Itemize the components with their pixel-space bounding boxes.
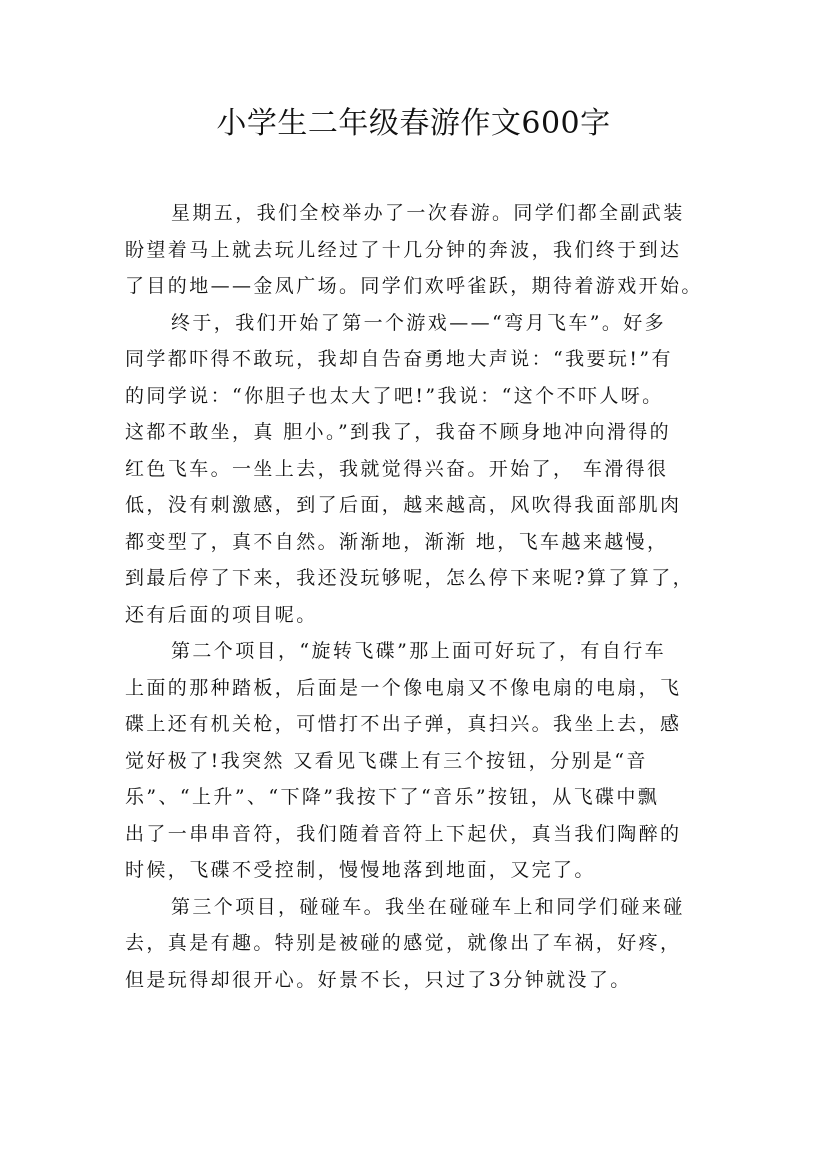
text-line: 第二个项目，“旋转飞碟”那上面可好玩了，有自行车 [171, 640, 667, 662]
paragraph-1 [125, 195, 705, 305]
text-line: 红色飞车。一坐上去，我就觉得兴奋。开始了， 车滑得很 [125, 457, 669, 480]
text-line: 第三个项目，碰碰车。我坐在碰碰车上和同学们碰来碰 [171, 895, 685, 918]
text-line: 星期五，我们全校举办了一次春游。同学们都全副武装 [171, 202, 685, 224]
text-line: 觉好极了!我突然 又看见飞碟上有三个按钮，分别是“音 [125, 749, 648, 772]
text-line: 乐”、“上升”、“下降”我按下了“音乐”按钮，从飞碟中飘 [125, 786, 660, 808]
text-line: 的同学说：“你胆子也太大了吧!”我说：“这个不吓人呀。 [125, 384, 664, 407]
text-line: 碟上还有机关枪，可惜打不出子弹，真扫兴。我坐上去，感 [125, 713, 682, 735]
essay-body [125, 195, 705, 998]
text-line: 但是玩得却很开心。好景不长，只过了3分钟就没了。 [125, 968, 632, 991]
text-line: 还有后面的项目呢。 [125, 603, 318, 626]
text-line: 时候，飞碟不受控制，慢慢地落到地面，又完了。 [125, 859, 596, 881]
text-line: 盼望着马上就去玩儿经过了十几分钟的奔波，我们终于到达 [125, 238, 682, 261]
text-line: 了目的地——金凤广场。同学们欢呼雀跃，期待着游戏开始。 [125, 275, 703, 297]
paragraph-4 [125, 889, 705, 999]
page-title: 小学生二年级春游作文600字 [216, 106, 611, 141]
text-line: 终于，我们开始了第一个游戏——“弯月飞车”。好多 [171, 311, 667, 334]
text-line: 都变型了，真不自然。渐渐地，渐渐 地，飞车越来越慢， [125, 530, 669, 553]
paragraph-2 [125, 305, 705, 634]
text-line: 去，真是有趣。特别是被碰的感觉，就像出了车祸，好疼， [125, 932, 682, 954]
text-line: 到最后停了下来，我还没玩够呢，怎么停下来呢?算了算了， [125, 567, 694, 589]
text-line: 同学都吓得不敢玩，我却自告奋勇地大声说：“我要玩!”有 [125, 348, 673, 370]
text-line: 出了一串串音符，我们随着音符上下起伏，真当我们陶醉的 [125, 822, 682, 845]
paragraph-3 [125, 633, 705, 889]
text-line: 上面的那种踏板，后面是一个像电扇又不像电扇的电扇，飞 [125, 676, 682, 699]
text-line: 这都不敢坐，真 胆小。”到我了，我奋不顾身地冲向滑得的 [125, 421, 672, 443]
text-line: 低，没有刺激感，到了后面，越来越高，风吹得我面部肌肉 [125, 494, 682, 516]
